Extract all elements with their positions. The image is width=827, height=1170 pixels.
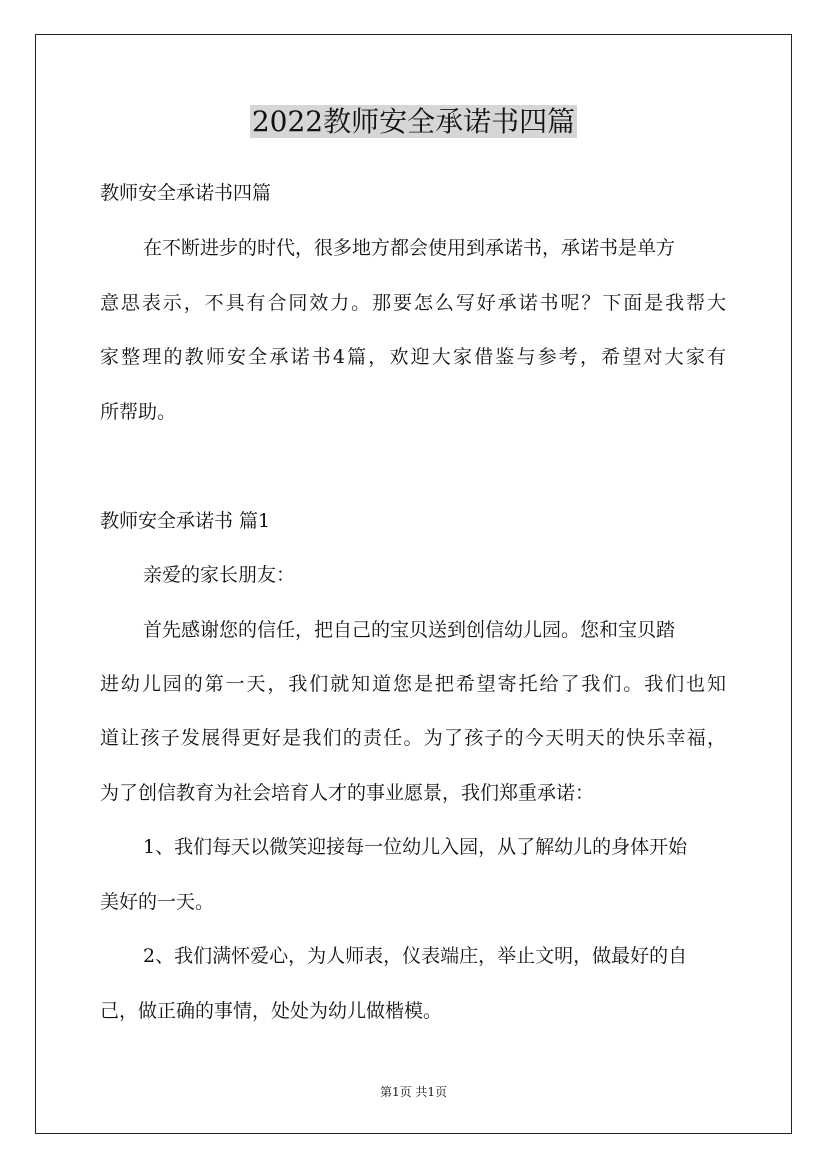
page-footer: 第1页 共1页	[379, 1085, 448, 1099]
intro-heading: 教师安全承诺书四篇	[100, 182, 272, 204]
paragraph-line: 进幼儿园的第一天，我们就知道您是把希望寄托给了我们。我们也知	[100, 673, 726, 695]
list-item-continuation: 美好的一天。	[100, 891, 215, 913]
paragraph-line: 道让孩子发展得更好是我们的责任。为了孩子的今天明天的快乐幸福，	[100, 727, 726, 749]
paragraph-line: 家整理的教师安全承诺书4篇，欢迎大家借鉴与参考，希望对大家有	[100, 346, 726, 368]
salutation: 亲爱的家长朋友：	[143, 564, 296, 586]
paragraph-line: 所帮助。	[100, 401, 177, 423]
paragraph-line: 首先感谢您的信任，把自己的宝贝送到创信幼儿园。您和宝贝踏	[143, 619, 676, 641]
list-item: 2、我们满怀爱心，为人师表，仪表端庄，举止文明，做最好的自	[143, 945, 688, 967]
section-heading: 教师安全承诺书 篇1	[100, 510, 271, 532]
paragraph-line: 在不断进步的时代，很多地方都会使用到承诺书，承诺书是单方	[143, 237, 676, 259]
paragraph-line: 为了创信教育为社会培育人才的事业愿景，我们郑重承诺：	[100, 782, 595, 804]
list-item-continuation: 己，做正确的事情，处处为幼儿做楷模。	[100, 1000, 443, 1022]
paragraph-line: 意思表示，不具有合同效力。那要怎么写好承诺书呢？下面是我帮大	[100, 292, 726, 314]
list-item: 1、我们每天以微笑迎接每一位幼儿入园，从了解幼儿的身体开始	[143, 836, 688, 858]
document-title: 2022教师安全承诺书四篇	[251, 105, 576, 138]
